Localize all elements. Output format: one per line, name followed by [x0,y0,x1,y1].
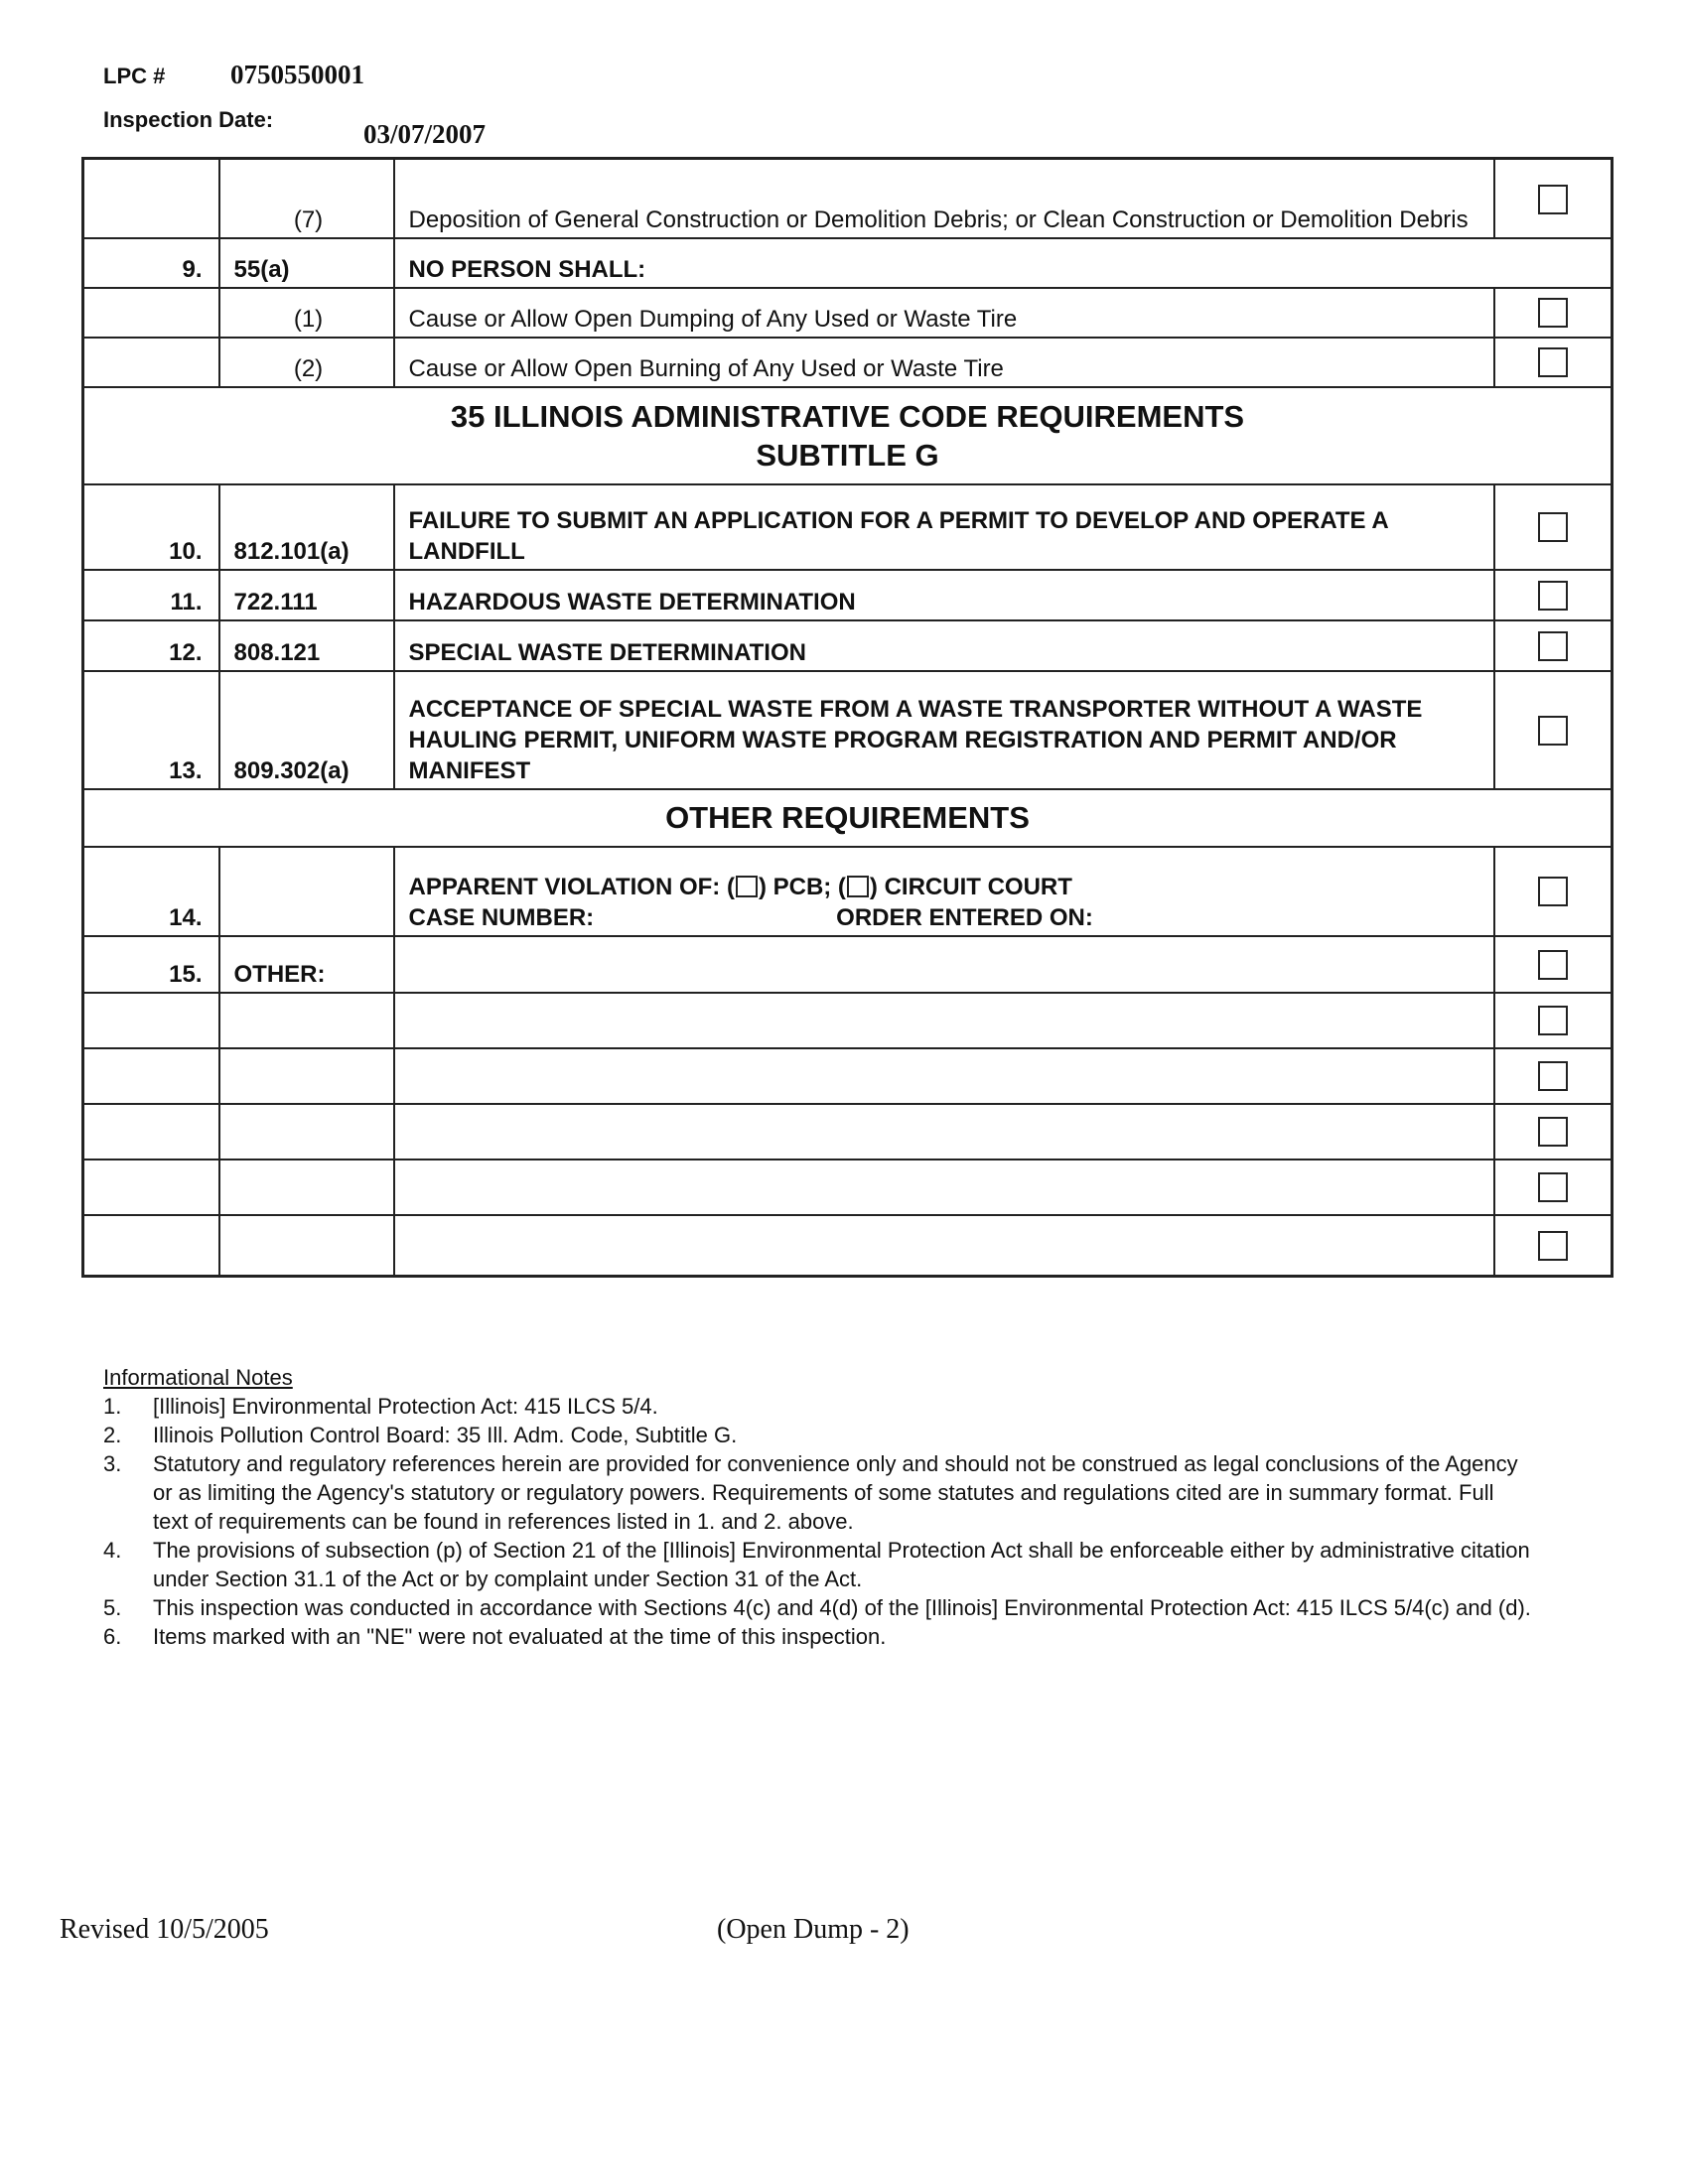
blank-cell [219,1160,394,1215]
checkbox[interactable] [1538,1231,1568,1261]
note-item: 4. The provisions of subsection (p) of Section 21 of the [Illinois] Environmental Protection Act shall be enforceable either by administrative citation under Section 31.1 of the Act or by complaint under Section 31 of the Act. [103,1538,1530,1591]
checkbox[interactable] [1538,877,1568,906]
item-number [83,159,219,238]
checkbox[interactable] [1538,512,1568,542]
checkbox-cell [1494,1160,1613,1215]
checkbox-cell [1494,1104,1613,1160]
table-row [83,1048,1613,1104]
other-entry[interactable] [394,1048,1494,1104]
banner-title: 35 ILLINOIS ADMINISTRATIVE CODE REQUIREMENTS [450,398,1245,434]
page-label: (Open Dump - 2) [717,1914,910,1945]
note-item: 6. Items marked with an "NE" were not evaluated at the time of this inspection. [103,1624,887,1649]
circuit-court-text: ) CIRCUIT COURT [869,873,1072,900]
note-item: 2. Illinois Pollution Control Board: 35 Ill. Adm. Code, Subtitle G. [103,1423,738,1447]
item-description: Cause or Allow Open Dumping of Any Used or Waste Tire [394,288,1494,338]
section-code: 55(a) [219,238,394,288]
apparent-violation-line [409,872,1483,902]
pcb-text: ) PCB; ( [758,873,846,900]
table-row [83,620,1613,671]
checkbox-cell [1494,620,1613,671]
item-description: HAZARDOUS WASTE DETERMINATION [394,570,1494,620]
item-number: 14. [83,847,219,936]
item-description [394,847,1494,936]
note-item: 5. This inspection was conducted in accordance with Sections 4(c) and 4(d) of the [Illinois] Environmental Protection Act: 415 ILCS 5/4(c) and (d). [103,1595,1531,1620]
section-code: 808.121 [219,620,394,671]
blank-cell [219,1215,394,1277]
checkbox[interactable] [1538,950,1568,980]
informational-notes [103,1363,1533,1651]
blank-cell [219,993,394,1048]
case-number-label: CASE NUMBER: [408,903,595,931]
section-code [219,847,394,936]
checkbox-cell [1494,993,1613,1048]
section-banner [83,387,1613,484]
checkbox-cell [1494,936,1613,993]
circuit-court-checkbox[interactable] [847,876,869,897]
table-row [83,1215,1613,1277]
item-number: 13. [83,671,219,789]
apparent-violation-text: APPARENT VIOLATION OF: ( [408,873,735,900]
item-number [83,288,219,338]
checkbox[interactable] [1538,185,1568,214]
banner-subtitle: SUBTITLE G [756,437,939,473]
pcb-checkbox[interactable] [736,876,758,897]
inspection-date: 03/07/2007 [363,119,487,149]
blank-cell [83,993,219,1048]
section-banner [83,789,1613,847]
checkbox-cell [1494,847,1613,936]
item-description: Deposition of General Construction or Demolition Debris; or Clean Construction or Demolition Debris [394,159,1494,238]
subsection: (2) [219,338,394,387]
note-item: 3. Statutory and regulatory references herein are provided for convenience only and should not be construed as legal conclusions of the Agency or as limiting the Agency's statutory or regulatory powers. Requirements of some statutes and regulations cited are in summary format. Full text of requirements can be found in references listed in 1. and 2. above. [103,1451,1518,1534]
section-code: 812.101(a) [219,484,394,570]
table-row [83,1104,1613,1160]
lpc-label: LPC # [103,64,166,88]
checkbox[interactable] [1538,1172,1568,1202]
subsection: (7) [219,159,394,238]
table-row [83,570,1613,620]
checkbox-cell [1494,288,1613,338]
blank-cell [83,1215,219,1277]
checkbox-cell [1494,338,1613,387]
banner-illinois-code [83,387,1613,484]
table-row [83,238,1613,288]
blank-cell [83,1160,219,1215]
revised-date: Revised 10/5/2005 [60,1914,269,1945]
section-code: 809.302(a) [219,671,394,789]
item-number: 9. [83,238,219,288]
checkbox[interactable] [1538,1117,1568,1147]
checkbox[interactable] [1538,1006,1568,1035]
checkbox-cell [1494,671,1613,789]
banner-other-requirements: OTHER REQUIREMENTS [83,789,1613,847]
item-number: 12. [83,620,219,671]
checkbox[interactable] [1538,347,1568,377]
checkbox[interactable] [1538,1061,1568,1091]
item-description: ACCEPTANCE OF SPECIAL WASTE FROM A WASTE TRANSPORTER WITHOUT A WASTE HAULING PERMIT, UNIFORM WASTE PROGRAM REGISTRATION AND PERMIT AND/OR MANIFEST [394,671,1494,789]
table-row [83,936,1613,993]
section-code: 722.111 [219,570,394,620]
other-entry[interactable] [394,1215,1494,1277]
checkbox[interactable] [1538,631,1568,661]
inspection-date-label: Inspection Date: [103,107,274,132]
checkbox-cell [1494,159,1613,238]
table-row [83,159,1613,238]
case-number-line [409,902,1483,933]
lpc-number: 0750550001 [230,60,364,89]
checkbox[interactable] [1538,581,1568,611]
checkbox-cell [1494,1215,1613,1277]
order-entered-label: ORDER ENTERED ON: [836,903,1093,931]
section-code: OTHER: [219,936,394,993]
item-number: 15. [83,936,219,993]
other-entry[interactable] [394,993,1494,1048]
blank-cell [219,1048,394,1104]
checkbox-cell [1494,570,1613,620]
item-number: 11. [83,570,219,620]
item-description: Cause or Allow Open Burning of Any Used or Waste Tire [394,338,1494,387]
item-description: NO PERSON SHALL: [394,238,1613,288]
checkbox-cell [1494,1048,1613,1104]
checkbox[interactable] [1538,716,1568,746]
item-description: SPECIAL WASTE DETERMINATION [394,620,1494,671]
table-row [83,1160,1613,1215]
subsection: (1) [219,288,394,338]
table-row [83,484,1613,570]
table-row [83,288,1613,338]
item-number: 10. [83,484,219,570]
blank-cell [83,1048,219,1104]
other-entry[interactable] [394,936,1494,993]
checklist-table [81,157,1614,1278]
other-entry[interactable] [394,1104,1494,1160]
blank-cell [219,1104,394,1160]
other-entry[interactable] [394,1160,1494,1215]
table-row [83,993,1613,1048]
checkbox[interactable] [1538,298,1568,328]
blank-cell [83,1104,219,1160]
checkbox-cell [1494,484,1613,570]
table-row [83,671,1613,789]
item-description: FAILURE TO SUBMIT AN APPLICATION FOR A PERMIT TO DEVELOP AND OPERATE A LANDFILL [394,484,1494,570]
note-item: 1. [Illinois] Environmental Protection Act: 415 ILCS 5/4. [103,1394,658,1419]
notes-title: Informational Notes [103,1365,293,1390]
item-number [83,338,219,387]
table-row [83,338,1613,387]
table-row [83,847,1613,936]
